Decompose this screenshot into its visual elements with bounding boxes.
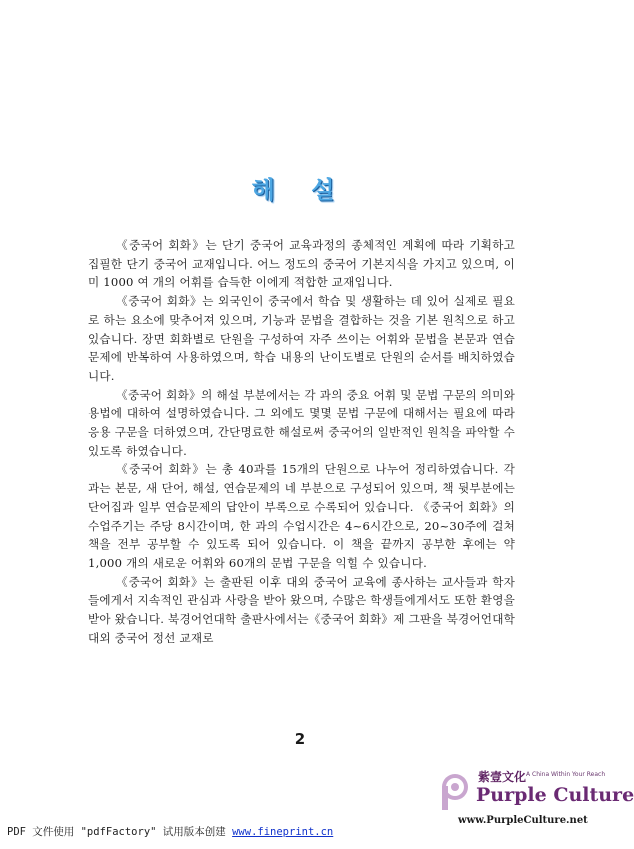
paragraph-1: 《중국어 회화》는 단기 중국어 교육과정의 종체적인 계획에 따라 기획하고 집필한 단기 중국어 교재입니다. 어느 정도의 중국어 기본지식을 가지고 있으며, 이미 1000 여 개의 어휘를 습득한 이에게 적합한 교재입니다. (88, 238, 515, 290)
logo-tagline: A China Within Your Reach (526, 771, 606, 778)
paragraph-5: 《중국어 회화》는 출판된 이후 대외 중국어 교육에 종사하는 교사들과 학자들에게서 지속적인 관심과 사랑을 받아 왔으며, 수많은 학생들에게서도 또한 환영을 받아 왔습니다. 북경어언대학 출판사에서는《중국어 회화》제 그판을 북경어언대학 대외 중국어 정선 교재로 (88, 574, 515, 645)
paragraph-2: 《중국어 회화》는 외국인이 중국에서 학습 및 생활하는 데 있어 실제로 필요로 하는 요소에 맞추어져 있으며, 기능과 문법을 결합하는 것을 기본 원칙으로 하고 있습니다. 장면 회화별로 단원을 구성하여 자주 쓰이는 어휘와 문법을 본문과 연습문제에 반복하여 사용하였으며, 학습 내용의 난이도별로 단원의 순서를 배치하였습니다. (88, 294, 515, 383)
logo-url: www.PurpleCulture.net (458, 815, 588, 826)
purple-culture-p-emblem-icon (438, 772, 472, 812)
logo-english-name: Purple Culture (476, 784, 634, 806)
fineprint-link[interactable]: www.fineprint.cn (232, 826, 334, 838)
paragraph-4: 《중국어 회화》는 총 40과를 15개의 단원으로 나누어 정리하였습니다. 각 과는 본문, 새 단어, 해설, 연습문제의 네 부분으로 구성되어 있으며, 책 뒷부분에는 단어집과 일부 연습문제의 답안이 부록으로 수록되어 있습니다. 《중국어 회화》의 수업주기는 주당 8시간이며, 한 과의 수업시간은 4~6시간으로, 20~30주에 걸쳐 책을 전부 공부할 수 있도록 되어 있습니다. 이 책을 끝까지 공부한 후에는 약 1,000 개의 새로운 어휘와 60개의 문법 구문을 익힐 수 있습니다. (88, 462, 515, 570)
paragraph-3: 《중국어 회화》의 해설 부분에서는 각 과의 중요 어휘 및 문법 구문의 의미와 용법에 대하여 설명하였습니다. 그 외에도 몇몇 문법 구문에 대해서는 필요에 따라 응용 구문을 더하였으며, 간단명료한 해설로써 중국어의 일반적인 원칙을 파악할 수 있도록 하였습니다. (88, 387, 515, 458)
logo-chinese-name: 紫壹文化 (478, 770, 527, 784)
page-number: 2 (294, 730, 306, 748)
pdf-footer (7, 824, 333, 839)
commentary-body (88, 236, 515, 647)
footer-text: PDF 文件使用 "pdfFactory" 试用版本创建 (7, 826, 233, 838)
page-heading: 해 설 (251, 176, 349, 204)
purple-culture-logo (438, 768, 634, 828)
